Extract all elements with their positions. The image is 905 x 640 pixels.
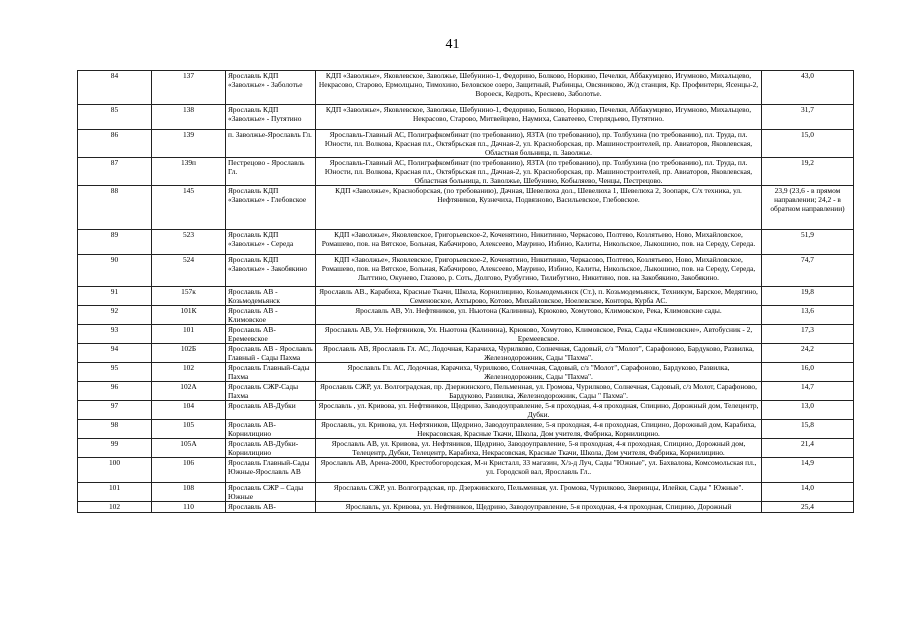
route-stops-cell: КДП «Заволжье», Яковлевское, Заволжье, Шебунино-1, Федорино, Болково, Норкино, Печелки, Аббакумцево, Игумново, Михальцево, Некрасово, Старово, Ермолцыно, Тимохино, Беловское озеро, Защитный, Рыбинцы, Овсяниково, Ж/д станция, Кр. Профинтерн, Ясенцы-2, Вороеск, Кедроть, Креснево, Заболотье. [316, 71, 762, 105]
table-row [78, 420, 854, 439]
route-name-cell: Ярославль АВ - Климовское [226, 306, 316, 325]
table-row [78, 439, 854, 458]
route-length-cell: 15,0 [762, 130, 854, 158]
route-stops-cell: Ярославль Гл. АС, Лодочная, Карачиха, Чурилково, Солнечная, Садовый, с/з "Молот", Сарафоново, Бардуково, Развилка, Железнодорожник, Сады "Пахма". [316, 363, 762, 382]
row-number-cell: 95 [78, 363, 152, 382]
table-row [78, 105, 854, 130]
row-number-cell: 101 [78, 483, 152, 502]
route-name-cell: Ярославль АВ-Дубки [226, 401, 316, 420]
table-row [78, 363, 854, 382]
route-number-cell: 101К [152, 306, 226, 325]
route-number-cell: 137 [152, 71, 226, 105]
row-number-cell: 97 [78, 401, 152, 420]
route-length-cell: 74,7 [762, 255, 854, 287]
row-number-cell: 96 [78, 382, 152, 401]
route-stops-cell: КДП «Заволжье», Яковлевское, Григорьевское-2, Коченятино, Никитинно, Черкасово, Полтево, Козлятьево, Ново, Михайловское, Ромашево, пов. на Вятское, Больная, Кабачирово, Алексеево, Маурино, Избино, Калиты, Никольское, Лыкошино, пов. на Середу, Середа. [316, 230, 762, 255]
route-name-cell: Ярославль АВ-Корнилицино [226, 420, 316, 439]
table-row [78, 306, 854, 325]
route-name-cell: Ярославль СЖР – Сады Южные [226, 483, 316, 502]
row-number-cell: 85 [78, 105, 152, 130]
route-length-cell: 13,0 [762, 401, 854, 420]
route-name-cell: Ярославль АВ - Ярославль Главный - Сады Пахма [226, 344, 316, 363]
table-row [78, 325, 854, 344]
table-row [78, 230, 854, 255]
route-name-cell: Ярославль АВ- [226, 502, 316, 513]
row-number-cell: 89 [78, 230, 152, 255]
route-stops-cell: Ярославль АВ, ул. Кривова, ул. Нефтяников, Щедрино, Заводоуправление, 5-я проходная, 4-я проходная, Спицино, Дорожный дом, Телецентр, Дубки, Телецентр, Карабиха, Некрасовская, Красные Ткачи, Школа, Дом учителя, Фабрика, Корнилицино. [316, 439, 762, 458]
route-stops-cell: Ярославль-Главный АС, Полиграфкомбинат (по требованию), ЯЗТА (по требованию), пр. Толбухина (по требованию), пл. Труда, пл. Юности, пл. Волкова, Красная пл., Октябрьская пл., Дачная-2, ул. Красноборская, пр. Машиностроителей, пр. Авиаторов, Яковлевская, Областная больница, п. Заволжье. [316, 130, 762, 158]
route-name-cell: Ярославль АВ - Козьмодемьянск [226, 287, 316, 306]
table-row [78, 186, 854, 230]
route-length-cell: 23,9 (23,6 - в прямом направлении; 24,2 - в обратном направлении) [762, 186, 854, 230]
table-row [78, 502, 854, 513]
route-number-cell: 104 [152, 401, 226, 420]
route-number-cell: 138 [152, 105, 226, 130]
row-number-cell: 84 [78, 71, 152, 105]
route-name-cell: Ярославль АВ-Дубки-Корнилицино [226, 439, 316, 458]
route-length-cell: 15,8 [762, 420, 854, 439]
table-row [78, 287, 854, 306]
route-name-cell: Ярославль АВ-Еремеевское [226, 325, 316, 344]
route-name-cell: Ярославль КДП «Заволжье» - Глебовское [226, 186, 316, 230]
route-length-cell: 16,0 [762, 363, 854, 382]
route-length-cell: 31,7 [762, 105, 854, 130]
route-number-cell: 101 [152, 325, 226, 344]
route-number-cell: 145 [152, 186, 226, 230]
route-name-cell: Ярославль СЖР-Сады Пахма [226, 382, 316, 401]
route-length-cell: 24,2 [762, 344, 854, 363]
route-name-cell: п. Заволжье-Ярославль Гл. [226, 130, 316, 158]
page-number: 41 [445, 37, 460, 52]
table-row [78, 130, 854, 158]
route-name-cell: Пестрецово - Ярославль Гл. [226, 158, 316, 186]
route-stops-cell: КДП «Заволжье», Яковлевское, Заволжье, Шебунино-1, Федорино, Болково, Норкино, Печелки, Аббакумцево, Игумново, Михальцево, Некрасово, Старово, Митвейцево, Наумиха, Саватеево, Стерлядьево, Путятино. [316, 105, 762, 130]
route-length-cell: 14,9 [762, 458, 854, 483]
route-name-cell: Ярославль КДП «Заволжье» - Путятино [226, 105, 316, 130]
route-stops-cell: Ярославль АВ., Карабиха, Красные Ткачи, Школа, Корнилицино, Козьмодемьянск (Ст.), п. Козьмодемьянск, Техникум, Барское, Медягино, Семеновское, Ахтырово, Котово, Михайловское, Ноелевское, Контора, Курба АС. [316, 287, 762, 306]
route-name-cell: Ярославль Главный-Сады Пахма [226, 363, 316, 382]
route-number-cell: 139 [152, 130, 226, 158]
route-length-cell: 19,8 [762, 287, 854, 306]
row-number-cell: 93 [78, 325, 152, 344]
route-length-cell: 14,0 [762, 483, 854, 502]
table-row [78, 401, 854, 420]
route-length-cell: 14,7 [762, 382, 854, 401]
route-stops-cell: Ярославль , ул. Кривова, ул. Нефтяников, Щедрино, Заводоуправление, 5-я проходная, 4-я проходная, Спицино, Дорожный дом, Телецентр, Дубки. [316, 401, 762, 420]
row-number-cell: 102 [78, 502, 152, 513]
route-length-cell: 43,0 [762, 71, 854, 105]
route-number-cell: 524 [152, 255, 226, 287]
route-name-cell: Ярославль КДП «Заволжье» - Середа [226, 230, 316, 255]
row-number-cell: 98 [78, 420, 152, 439]
route-length-cell: 13,6 [762, 306, 854, 325]
route-number-cell: 110 [152, 502, 226, 513]
route-name-cell: Ярославль Главный-Сады Южные-Ярославль АВ [226, 458, 316, 483]
route-stops-cell: Ярославль СЖР, ул. Волгоградская, пр. Дзержинского, Пельменная, ул. Громова, Чурилково, Солнечная, Садовый, с/з Молот, Сарафоново, Бардуково, Развилка, Железнодорожник, Сады " Пахма". [316, 382, 762, 401]
route-name-cell: Ярославль КДП «Заволжье» - Заболотье [226, 71, 316, 105]
table-row [78, 255, 854, 287]
route-stops-cell: Ярославль АВ, Арена-2000, Крестобогородская, М-н Кристалл, 33 магазин, Х/з-д Луч, Сады "Южные", ул. Бахвалова, Комсомольская пл., ул. Городской вал, Ярославль Гл.. [316, 458, 762, 483]
row-number-cell: 99 [78, 439, 152, 458]
row-number-cell: 94 [78, 344, 152, 363]
route-length-cell: 21,4 [762, 439, 854, 458]
route-number-cell: 108 [152, 483, 226, 502]
route-stops-cell: Ярославль, ул. Кривова, ул. Нефтяников, Щедрино, Заводоуправление, 5-я проходная, 4-я проходная, Спицино, Дорожный дом, Карабиха, Некрасовская, Красные Ткачи, Школа, Дом учителя, Фабрика, Корнилицино. [316, 420, 762, 439]
row-number-cell: 87 [78, 158, 152, 186]
row-number-cell: 88 [78, 186, 152, 230]
route-number-cell: 102А [152, 382, 226, 401]
table-row [78, 458, 854, 483]
row-number-cell: 100 [78, 458, 152, 483]
route-number-cell: 157к [152, 287, 226, 306]
route-number-cell: 106 [152, 458, 226, 483]
route-length-cell: 17,3 [762, 325, 854, 344]
route-stops-cell: Ярославль, ул. Кривова, ул. Нефтяников, Щедрино, Заводоуправление, 5-я проходная, 4-я проходная, Спицино, Дорожный [316, 502, 762, 513]
route-number-cell: 102 [152, 363, 226, 382]
route-stops-cell: Ярославль-Главный АС, Полиграфкомбинат (по требованию), ЯЗТА (по требованию), пр. Толбухина (по требованию), пл. Труда, пл. Юности, пл. Волкова, Красная пл., Октябрьская пл., Дачная-2, ул. Красноборская, пр. Машиностроителей, пр. Авиаторов, Яковлевская, Областная больница, п. Заволжье, Шебунино, Кобыляево, Ченцы, Пестрецово. [316, 158, 762, 186]
route-number-cell: 105 [152, 420, 226, 439]
table-row [78, 344, 854, 363]
route-length-cell: 51,9 [762, 230, 854, 255]
route-number-cell: 523 [152, 230, 226, 255]
table-row [78, 382, 854, 401]
table-row [78, 483, 854, 502]
route-stops-cell: Ярославль АВ, Ул. Нефтяников, ул. Ньютона (Калинина), Крюково, Хомутово, Климовское, Река, Климовские сады. [316, 306, 762, 325]
route-number-cell: 139п [152, 158, 226, 186]
route-number-cell: 102Б [152, 344, 226, 363]
route-stops-cell: КДП «Заволжье», Красноборская, (по требованию), Дачная, Шевелюха дол., Шевелюха 1, Шевелюха 2, Зоопарк, С/х техника, ул. Нефтяников, Кузнечиха, Подвязново, Васильевское, Глебовское. [316, 186, 762, 230]
route-stops-cell: КДП «Заволжье», Яковлевское, Григорьевское-2, Коченятино, Никитинно, Черкасово, Полтево, Козлятьево, Ново, Михайловское, Ромашево, пов. на Вятское, Больная, Кабачирово, Алексеево, Маурино, Избино, Калиты, Никольское, Лыкошино, пов. на Середу, Середа, Лыттино, Окунево, Глазово, р. Соть, Долгово, Рузбугино, Тилибугино, Никитино, пов. на Закобякино, Закобякино. [316, 255, 762, 287]
table-row [78, 71, 854, 105]
route-number-cell: 105А [152, 439, 226, 458]
route-stops-cell: Ярославль СЖР, ул. Волгоградская, пр. Дзержинского, Пельменная, ул. Громова, Чурилково, Зверинцы, Илейки, Сады " Южные". [316, 483, 762, 502]
route-stops-cell: Ярославль АВ, Ярославль Гл. АС, Лодочная, Карачиха, Чурилково, Солнечная, Садовый, с/з "Молот", Сарафоново, Бардуково, Развилка, Железнодорожник, Сады "Пахма". [316, 344, 762, 363]
row-number-cell: 91 [78, 287, 152, 306]
route-length-cell: 19,2 [762, 158, 854, 186]
route-name-cell: Ярославль КДП «Заволжье» - Закобякино [226, 255, 316, 287]
routes-table [77, 70, 854, 513]
routes-table-body [78, 71, 854, 513]
route-stops-cell: Ярославль АВ, Ул. Нефтяников, Ул. Ньютона (Калинина), Крюково, Хомутово, Климовское, Река, Сады «Климовские», Автобусник - 2, Еремеевское. [316, 325, 762, 344]
row-number-cell: 86 [78, 130, 152, 158]
row-number-cell: 90 [78, 255, 152, 287]
route-length-cell: 25,4 [762, 502, 854, 513]
table-row [78, 158, 854, 186]
row-number-cell: 92 [78, 306, 152, 325]
